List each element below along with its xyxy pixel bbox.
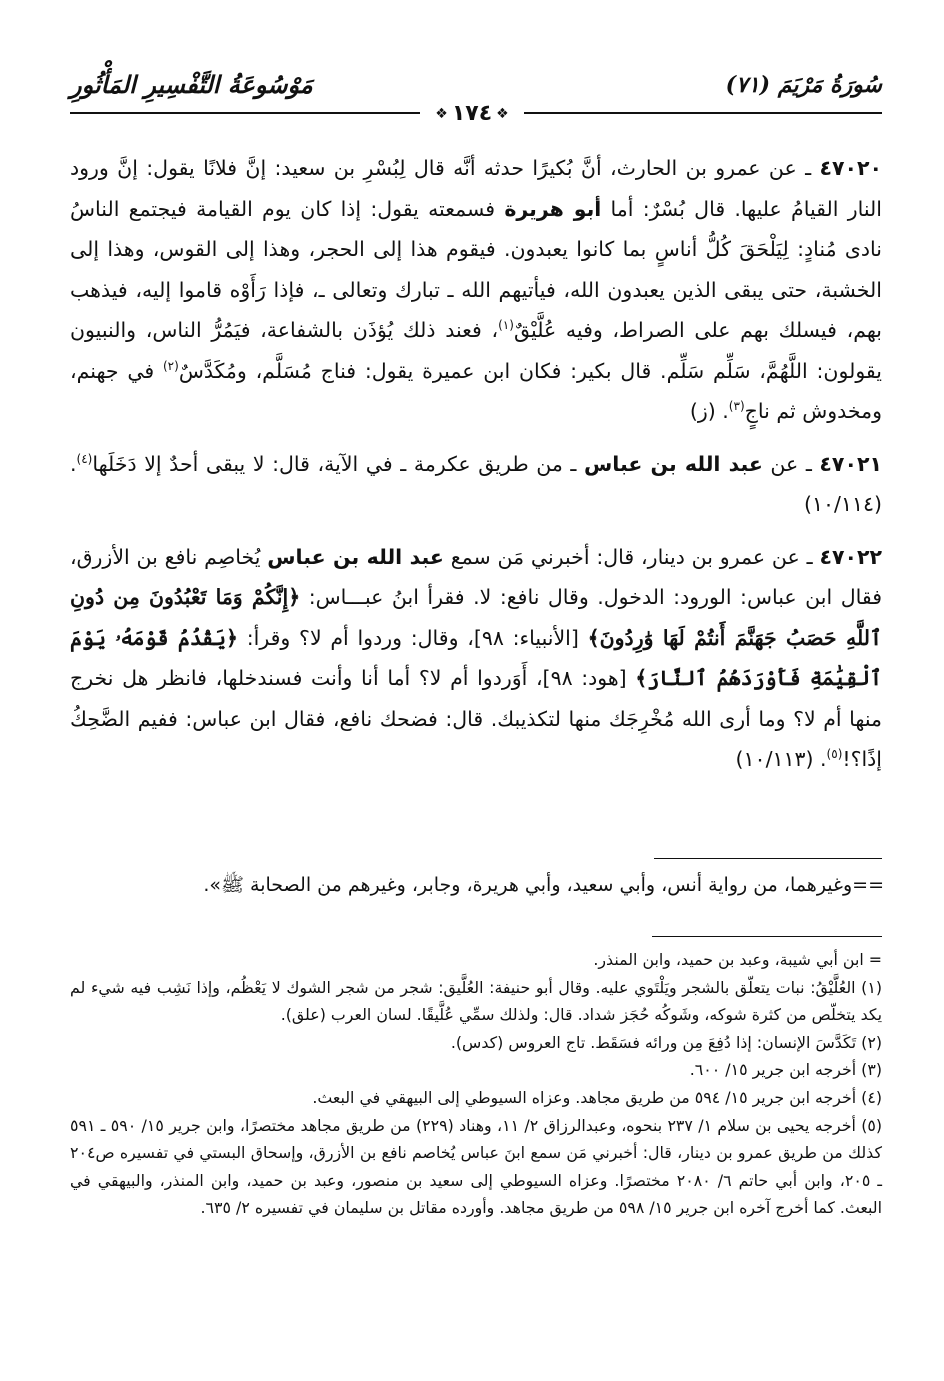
continuation-line: ==وغيرهما، من رواية أنس، وأبي سعيد، وأبي هريرة، وجابر، وغيرهم من الصحابة ﷺ». (203, 874, 884, 896)
footnote: = ابن أبي شيبة، وعبد بن حميد، وابن المنذر. (593, 950, 882, 969)
entry-text: ، فعند ذلك يُؤذَن بالشفاعة، فيَمُرُّ الناس، والنبيون يقولون: اللَّهُمَّ، سَلِّم سَلِّم. قال بكير: فكان ابن عميرة يقول: فناج مُسَلَّم، ومُكَدَّسٌ (70, 318, 882, 383)
surah-title: سُورَةُ مَرْيَمَ (٧١) (725, 72, 882, 98)
footnote: (٣) أخرجه ابن جرير ١٥/ ٦٠٠. (689, 1060, 882, 1080)
book-title: مَوْسُوعَةُ التَّفْسِيرِ المَأْثُورِ (70, 70, 313, 99)
footnote: (٤) أخرجه ابن جرير ١٥/ ٥٩٤ من طريق مجاهد. وعزاه السيوطي إلى البيهقي في البعث. (312, 1087, 882, 1107)
entry-text: ـ عن عمرو بن دينار، قال: أخبرني مَن سمع (443, 544, 820, 569)
narrator-name: عبد الله بن عباس (584, 451, 763, 476)
entry-number: ٤٧٠٢٢ (819, 544, 882, 569)
entry-text: . (ز) (689, 399, 729, 423)
entry-number: ٤٧٠٢١ (819, 451, 882, 476)
entry-text: [الأنبياء: ٩٨]، وقال: وردوا أم لا؟ وقرأ: (237, 625, 588, 650)
entry-47020 (70, 148, 882, 432)
footnote-marker[interactable]: (٣) (728, 399, 745, 414)
narrator-name: عبد الله بن عباس (267, 544, 444, 569)
entry-text: . (١٠/١١٣) (735, 747, 827, 771)
entry-47021 (70, 444, 882, 525)
entry-text: ـ عن عمرو بن الحارث، أنَّ بُكيرًا حدثه أنَّه قال لِبُسْرِ بن سعيد: إنَّ فلانًا يقول: إنَّ ورود النار القيامُ عليها. قال بُسْرٌ: أما (70, 156, 882, 221)
footnote-marker[interactable]: (٤) (76, 451, 93, 466)
ornament-icon: ❖ (435, 106, 448, 122)
narrator-name: أبو هريرة (504, 196, 602, 221)
entry-text: يُخاصِم نافع بن الأزرق، فقال ابن عباس: الورود: الدخول. وقال نافع: لا. فقرأ ابنُ عبـــاس: (70, 544, 883, 609)
footnote-marker[interactable]: (٥) (826, 747, 843, 762)
footnotes (70, 946, 882, 1222)
footnote: (٢) تَكَدَّسَ الإنسان: إذا دُفِعَ مِن ورائه فسَقَط. تاج العروس (كدس). (450, 1032, 882, 1052)
entry-text: [هود: ٩٨]، أَوَردوا أم لا؟ أما أنا وأنت فسندخلها، فانظر هل نخرج منها أم لا؟ وما أرى الله مُخْرِجَك منها لتكذيبك. قال: فضحك نافع، فقال ابن عباس: ففيم الضَّحِكُ إذًا؟! (70, 666, 882, 771)
footnote-separator (654, 858, 882, 859)
ornament-icon: ❖ (496, 106, 509, 122)
entry-text: فسمعته يقول: إذا كان يوم القيامة فيجتمع الناسُ نادى مُنادٍ: لِيَلْحَقَ كُلُّ أناسٍ بما كانوا يعبدون. فيقوم هذا إلى الحجر، وهذا إلى القوس، وهذا إلى الخشبة، حتى يبقى الذين يعبدون الله، فيأتيهم الله ـ تبارك وتعالى ـ، فإذا رَأَوْه قاموا إليه، فيذهب بهم، فيسلك بهم على الصراط، وفيه عُلَّيْقٌ (70, 196, 882, 342)
footnote-marker[interactable]: (٢) (162, 358, 179, 373)
main-text (70, 148, 882, 792)
entry-47022 (70, 537, 882, 780)
page-number-box (420, 101, 524, 127)
footnote-separator (652, 936, 882, 937)
quran-verse: ﴿يَقْدُمُ قَوْمَهُۥ يَوْمَ ٱلْقِيَٰمَةِ فَأَوْرَدَهُمُ ٱلنَّارَ﴾ (70, 625, 882, 690)
entry-text: ـ عن (762, 451, 820, 476)
entry-number: ٤٧٠٢٠ (819, 156, 882, 180)
quran-verse: ﴿إِنَّكُمْ وَمَا تَعْبُدُونَ مِن دُونِ ٱللَّهِ حَصَبُ جَهَنَّمَ أَنتُمْ لَهَا وَٰرِدُونَ﴾ (70, 585, 882, 650)
entry-text: في جهنم، ومخدوش ثم ناجٍ (70, 358, 882, 423)
footnote: (١) العُلَّيْقُ: نبات يتعلّق بالشجر ويَلْتَوي عليه. وقال أبو حنيفة: العُلَّيق: شجر من شجر الشوك لا يَعْظُم، وإذا نَشِب فيه شيء لم يكد يتخلّص من كثرة شوكه، وشَوكُه حُجَز شداد. قال: ولذلك سمِّي عُلَّيقًا. لسان العرب (علق). (70, 977, 882, 1025)
entry-text: ـ من طريق عكرمة ـ في الآية، قال: لا يبقى أحدٌ إلا دَخَلَها (92, 451, 584, 476)
entry-text: . (١٠/١١٤) (70, 451, 882, 516)
footnote-marker[interactable]: (١) (498, 318, 514, 333)
page-number: ١٧٤ (451, 101, 493, 126)
footnote: (٥) أخرجه يحيى بن سلام ١/ ٢٣٧ بنحوه، وعبدالرزاق ٢/ ١١، وهناد (٢٢٩) من طريق مجاهد مختصرًا، وابن جرير ١٥/ ٥٩٠ ـ ٥٩١ كذلك من طريق عمرو بن دينار، قال: أخبرني مَن سمع ابنَ عباس يُخاصم نافع بن الأزرق، وإسحاق البستي في تفسيره ص٢٠٤ ـ ٢٠٥، وابن أبي حاتم ٦/ ٢٠٨٠ مختصرًا. وعزاه السيوطي إلى سعيد بن منصور، وعبد بن حميد، وابن المنذر، والبيهقي في البعث. كما أخرج آخره ابن جرير ١٥/ ٥٩٨ من طريق مجاهد. وأورده مقاتل بن سليمان في تفسيره ٢/ ٦٣٥. (70, 1115, 883, 1218)
